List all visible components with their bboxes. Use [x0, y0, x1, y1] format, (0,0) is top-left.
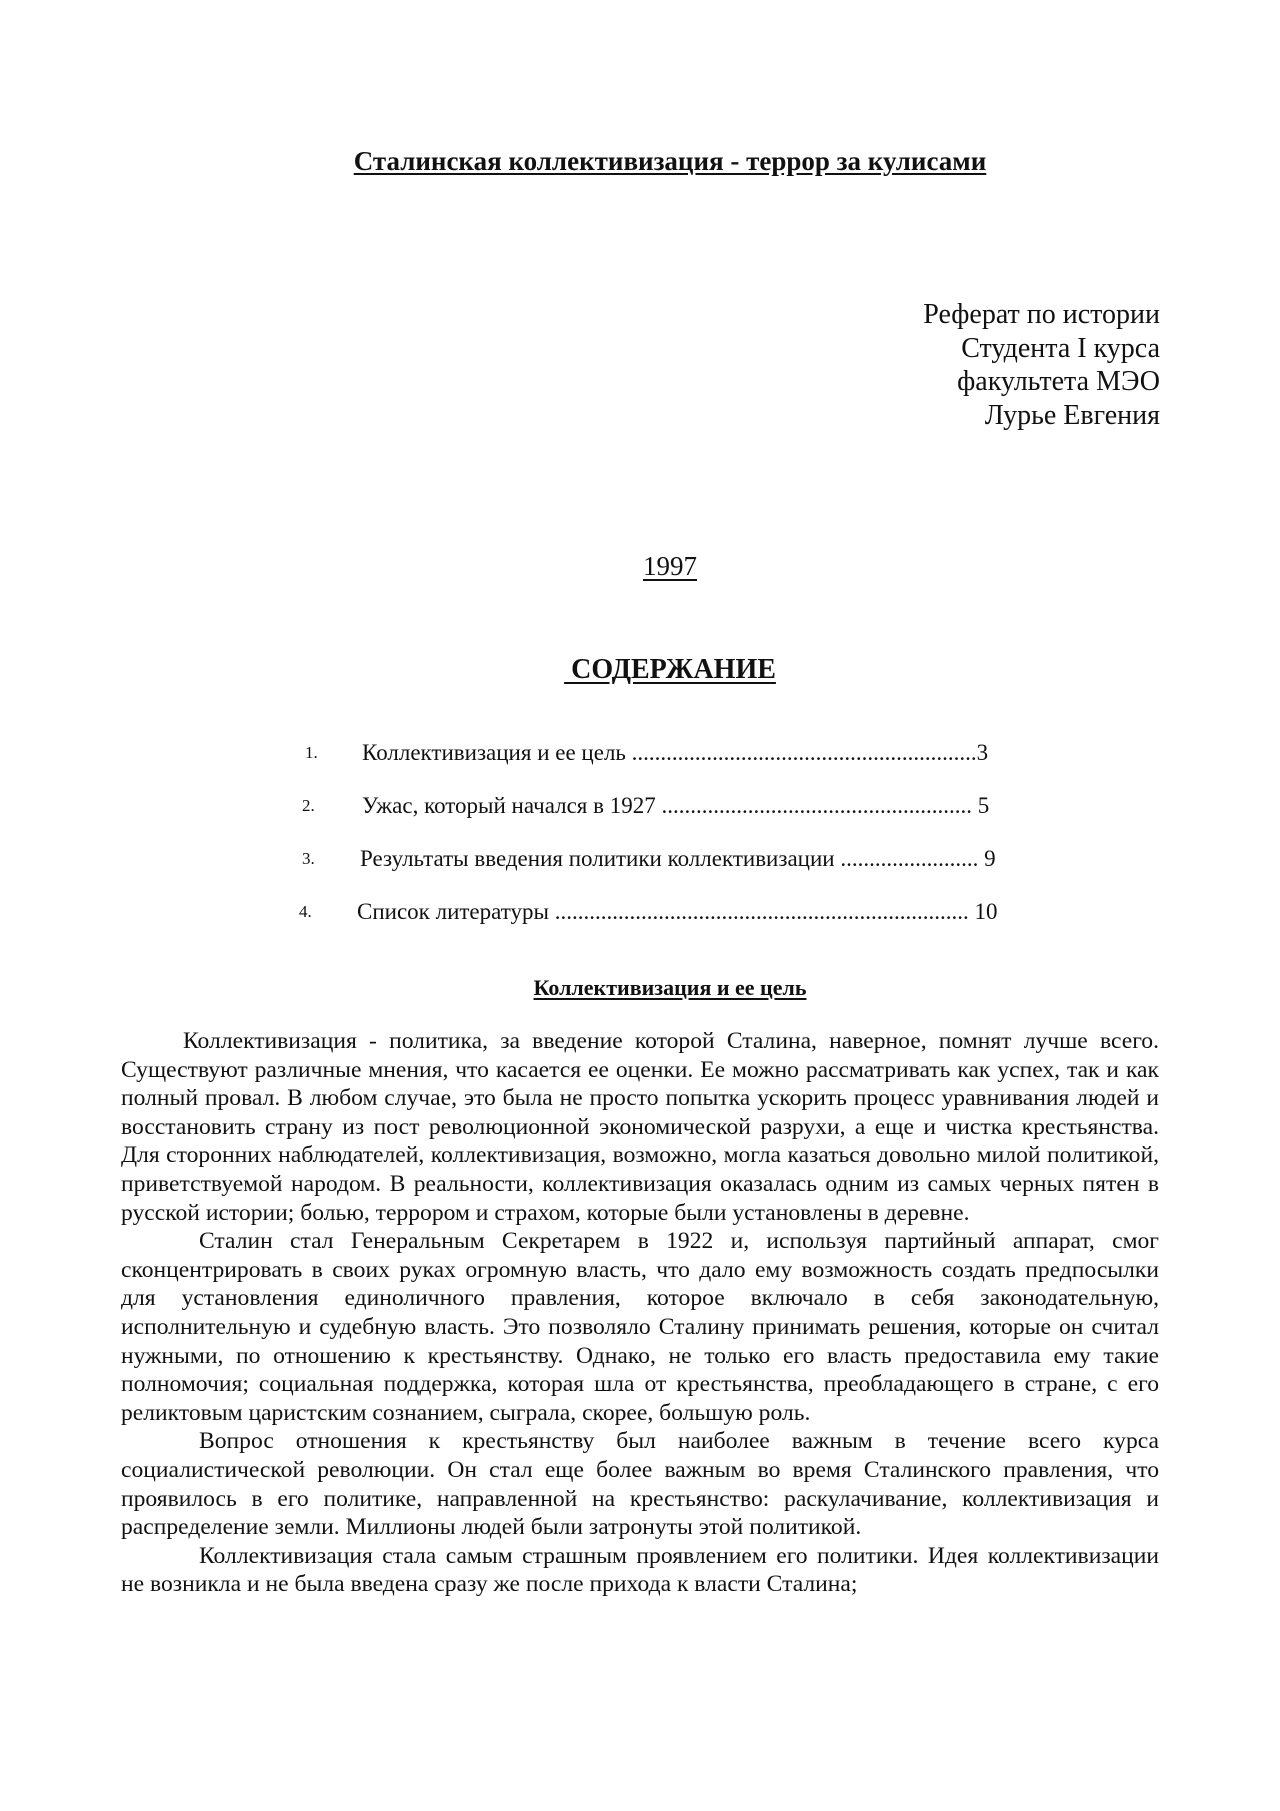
toc-item-text: Коллективизация и ее цель ............................................................3 [362, 740, 989, 765]
body-text [121, 1027, 1159, 1599]
paragraph: Коллективизация стала самым страшным проявлением его политики. Идея коллективизации не возникла и не была введена сразу же после прихода к власти Сталина; [121, 1542, 1159, 1598]
toc-item-number: 2. [302, 796, 315, 815]
paragraph: Вопрос отношения к крестьянству был наиболее важным в течение всего курса социалистической революции. Он стал еще более важным во время Сталинского правления, что проявилось в его политике, направленной на крестьянство: раскулачивание, коллективизация и распределение земли. Миллионы людей были затронуты этой политикой. [121, 1428, 1159, 1541]
author-line-faculty: факультета МЭО [957, 366, 1160, 397]
paragraph: Сталин стал Генеральным Секретарем в 1922 и, используя партийный аппарат, смог сконцентрировать в своих руках огромную власть, что дало ему возможность создать предпосылки для установления единоличного правления, которое включало в себя законодательную, исполнительную и судебную власть. Это позволяло Сталину принимать решения, которые он считал нужными, по отношению к крестьянству. Однако, не только его власть предоставила ему такие полномочия; социальная поддержка, которая шла от крестьянства, преобладающего в стране, с его реликтовым царистским сознанием, сыграла, скорее, большую роль. [121, 1228, 1159, 1426]
author-line-name: Лурье Евгения [984, 399, 1160, 431]
toc-item-text: Результаты введения политики коллективизации ........................ 9 [360, 846, 996, 871]
section-heading: Коллективизация и ее цель [533, 975, 807, 1000]
toc-item-text: Ужас, который начался в 1927 ...................................................... 5 [362, 793, 990, 818]
author-block [923, 298, 1160, 432]
toc-item-number: 1. [305, 743, 318, 762]
author-line-course: Студента I курса [961, 332, 1160, 364]
paragraph: Коллективизация - политика, за введение которой Сталина, наверное, помнят лучше всего. Существуют различные мнения, что касается ее оценки. Ее можно рассматривать как успех, так и как полный провал. В любом случае, это была не просто попытка ускорить процесс уравнивания людей и восстановить страну из пост революционной экономической разрухи, а еще и чистка крестьянства. Для сторонних наблюдателей, коллективизация, возможно, могла казаться довольно милой политикой, приветствуемой народом. В реальности, коллективизация оказалась одним из самых черных пятен в русской истории; болью, террором и страхом, которые были установлены в деревне. [121, 1028, 1159, 1226]
toc-item-text: Список литературы ........................................................................ 10 [357, 899, 998, 924]
toc-heading: СОДЕРЖАНИЕ [564, 654, 776, 685]
document-year: 1997 [643, 551, 697, 581]
document-title: Сталинская коллективизация - террор за кулисами [353, 146, 987, 176]
author-line-subject: Реферат по истории [923, 299, 1160, 330]
toc-item-number: 4. [299, 902, 312, 921]
toc-item-number: 3. [302, 849, 315, 868]
